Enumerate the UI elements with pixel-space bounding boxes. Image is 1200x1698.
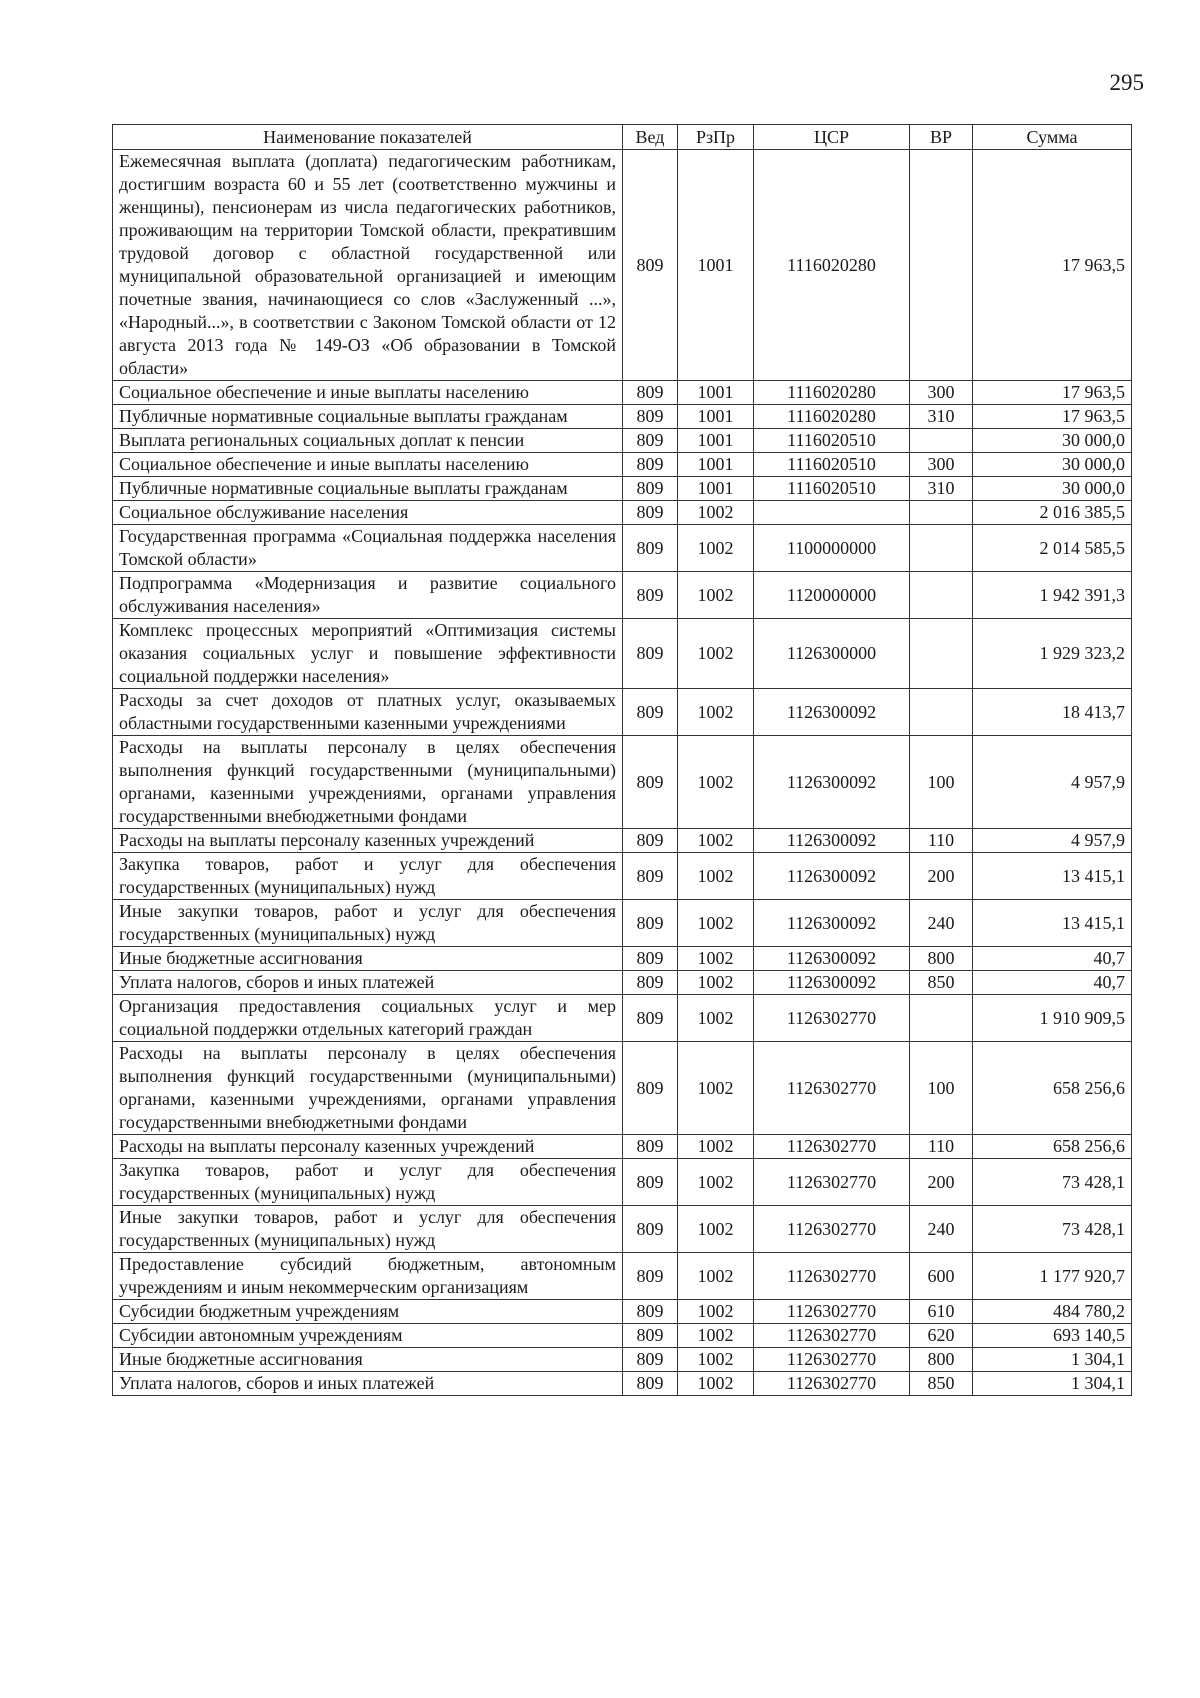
table-row — [113, 477, 1132, 501]
header-name: Наименование показателей — [113, 125, 623, 150]
table-row — [113, 501, 1132, 525]
cell-vr — [910, 501, 973, 525]
cell-ved: 809 — [623, 1159, 678, 1206]
cell-ved: 809 — [623, 453, 678, 477]
table-row — [113, 947, 1132, 971]
cell-name: Расходы на выплаты персоналу казенных учреждений — [113, 1135, 623, 1159]
cell-vr: 600 — [910, 1253, 973, 1300]
cell-name: Публичные нормативные социальные выплаты гражданам — [113, 405, 623, 429]
cell-ved: 809 — [623, 900, 678, 947]
cell-sum: 1 304,1 — [973, 1348, 1132, 1372]
table-row — [113, 1159, 1132, 1206]
cell-sum: 1 304,1 — [973, 1372, 1132, 1396]
cell-csr: 1116020510 — [754, 477, 910, 501]
cell-csr: 1126300092 — [754, 853, 910, 900]
cell-sum: 2 014 585,5 — [973, 525, 1132, 572]
table-row — [113, 150, 1132, 381]
cell-vr: 610 — [910, 1300, 973, 1324]
cell-csr: 1126302770 — [754, 1206, 910, 1253]
table-row — [113, 995, 1132, 1042]
cell-sum: 18 413,7 — [973, 689, 1132, 736]
cell-rzpr: 1001 — [678, 150, 754, 381]
cell-vr — [910, 689, 973, 736]
cell-rzpr: 1002 — [678, 853, 754, 900]
cell-sum: 2 016 385,5 — [973, 501, 1132, 525]
cell-csr: 1126300092 — [754, 736, 910, 829]
cell-ved: 809 — [623, 381, 678, 405]
cell-name: Иные закупки товаров, работ и услуг для обеспечения государственных (муниципальных) нужд — [113, 900, 623, 947]
cell-vr: 800 — [910, 947, 973, 971]
cell-ved: 809 — [623, 971, 678, 995]
cell-sum: 73 428,1 — [973, 1206, 1132, 1253]
cell-ved: 809 — [623, 501, 678, 525]
cell-vr: 240 — [910, 1206, 973, 1253]
cell-csr: 1116020280 — [754, 405, 910, 429]
cell-rzpr: 1002 — [678, 900, 754, 947]
cell-rzpr: 1002 — [678, 736, 754, 829]
cell-csr: 1126300092 — [754, 971, 910, 995]
cell-csr: 1126302770 — [754, 1372, 910, 1396]
cell-name: Ежемесячная выплата (доплата) педагогическим работникам, достигшим возраста 60 и 55 лет (соответственно мужчины и женщины), пенсионерам из числа педагогических работников, проживающим на территории Томской области, прекратившим трудовой договор с областной государственной или муниципальной образовательной организацией и имеющим почетные звания, начинающиеся со слов «Заслуженный ...», «Народный...», в соответствии с Законом Томской области от 12 августа 2013 года № 149-ОЗ «Об образовании в Томской области» — [113, 150, 623, 381]
cell-ved: 809 — [623, 995, 678, 1042]
cell-rzpr: 1002 — [678, 1300, 754, 1324]
table-row — [113, 572, 1132, 619]
cell-name: Комплекс процессных мероприятий «Оптимизация системы оказания социальных услуг и повышение эффективности социальной поддержки населения» — [113, 619, 623, 689]
table-body — [113, 150, 1132, 1396]
cell-name: Расходы на выплаты персоналу казенных учреждений — [113, 829, 623, 853]
header-csr: ЦСР — [754, 125, 910, 150]
cell-name: Уплата налогов, сборов и иных платежей — [113, 1372, 623, 1396]
cell-vr: 800 — [910, 1348, 973, 1372]
cell-name: Организация предоставления социальных услуг и мер социальной поддержки отдельных категорий граждан — [113, 995, 623, 1042]
cell-ved: 809 — [623, 150, 678, 381]
cell-csr: 1126300000 — [754, 619, 910, 689]
cell-vr: 300 — [910, 381, 973, 405]
table-row — [113, 429, 1132, 453]
cell-rzpr: 1002 — [678, 1159, 754, 1206]
cell-vr: 300 — [910, 453, 973, 477]
cell-csr: 1126302770 — [754, 1324, 910, 1348]
cell-rzpr: 1002 — [678, 1348, 754, 1372]
cell-ved: 809 — [623, 829, 678, 853]
page-number: 295 — [1109, 70, 1144, 95]
table-row — [113, 619, 1132, 689]
cell-csr: 1126302770 — [754, 1348, 910, 1372]
cell-csr: 1116020510 — [754, 429, 910, 453]
cell-vr: 200 — [910, 1159, 973, 1206]
cell-sum: 1 910 909,5 — [973, 995, 1132, 1042]
cell-csr: 1126302770 — [754, 1042, 910, 1135]
cell-name: Социальное обеспечение и иные выплаты населению — [113, 381, 623, 405]
table-row — [113, 1206, 1132, 1253]
cell-csr: 1126300092 — [754, 689, 910, 736]
cell-rzpr: 1002 — [678, 689, 754, 736]
cell-rzpr: 1002 — [678, 572, 754, 619]
cell-csr — [754, 501, 910, 525]
cell-ved: 809 — [623, 429, 678, 453]
cell-vr: 310 — [910, 405, 973, 429]
table-row — [113, 1324, 1132, 1348]
cell-rzpr: 1002 — [678, 1372, 754, 1396]
cell-name: Выплата региональных социальных доплат к пенсии — [113, 429, 623, 453]
cell-csr: 1116020510 — [754, 453, 910, 477]
cell-ved: 809 — [623, 572, 678, 619]
cell-ved: 809 — [623, 689, 678, 736]
cell-rzpr: 1001 — [678, 429, 754, 453]
cell-rzpr: 1001 — [678, 477, 754, 501]
cell-rzpr: 1001 — [678, 405, 754, 429]
cell-csr: 1126302770 — [754, 1253, 910, 1300]
cell-vr: 100 — [910, 1042, 973, 1135]
cell-name: Расходы на выплаты персоналу в целях обеспечения выполнения функций государственными (муниципальными) органами, казенными учреждениями, органами управления государственными внебюджетными фондами — [113, 1042, 623, 1135]
cell-ved: 809 — [623, 1135, 678, 1159]
cell-vr: 110 — [910, 1135, 973, 1159]
cell-vr — [910, 572, 973, 619]
cell-rzpr: 1002 — [678, 1135, 754, 1159]
cell-vr: 110 — [910, 829, 973, 853]
cell-sum: 658 256,6 — [973, 1042, 1132, 1135]
table-row — [113, 689, 1132, 736]
cell-rzpr: 1002 — [678, 1253, 754, 1300]
cell-name: Субсидии бюджетным учреждениям — [113, 1300, 623, 1324]
cell-sum: 4 957,9 — [973, 829, 1132, 853]
cell-ved: 809 — [623, 1042, 678, 1135]
cell-vr: 200 — [910, 853, 973, 900]
table-row — [113, 853, 1132, 900]
cell-rzpr: 1002 — [678, 501, 754, 525]
cell-rzpr: 1002 — [678, 1042, 754, 1135]
cell-sum: 1 177 920,7 — [973, 1253, 1132, 1300]
table-header-row — [113, 125, 1132, 150]
cell-name: Закупка товаров, работ и услуг для обеспечения государственных (муниципальных) нужд — [113, 853, 623, 900]
cell-ved: 809 — [623, 477, 678, 501]
cell-vr: 620 — [910, 1324, 973, 1348]
table-row — [113, 736, 1132, 829]
cell-sum: 484 780,2 — [973, 1300, 1132, 1324]
cell-ved: 809 — [623, 1324, 678, 1348]
cell-vr — [910, 525, 973, 572]
cell-csr: 1126300092 — [754, 947, 910, 971]
header-ved: Вед — [623, 125, 678, 150]
cell-name: Иные бюджетные ассигнования — [113, 947, 623, 971]
cell-csr: 1126302770 — [754, 1300, 910, 1324]
table-row — [113, 900, 1132, 947]
cell-sum: 13 415,1 — [973, 853, 1132, 900]
cell-rzpr: 1001 — [678, 453, 754, 477]
cell-vr — [910, 619, 973, 689]
table-row — [113, 1372, 1132, 1396]
cell-sum: 30 000,0 — [973, 453, 1132, 477]
cell-ved: 809 — [623, 619, 678, 689]
cell-sum: 40,7 — [973, 971, 1132, 995]
cell-rzpr: 1002 — [678, 947, 754, 971]
cell-csr: 1116020280 — [754, 150, 910, 381]
cell-sum: 40,7 — [973, 947, 1132, 971]
cell-sum: 30 000,0 — [973, 429, 1132, 453]
cell-ved: 809 — [623, 1348, 678, 1372]
table-row — [113, 971, 1132, 995]
cell-rzpr: 1002 — [678, 829, 754, 853]
cell-sum: 17 963,5 — [973, 405, 1132, 429]
table-row — [113, 1042, 1132, 1135]
header-rzpr: РзПр — [678, 125, 754, 150]
cell-vr: 240 — [910, 900, 973, 947]
cell-csr: 1126302770 — [754, 995, 910, 1042]
cell-ved: 809 — [623, 736, 678, 829]
table-row — [113, 381, 1132, 405]
cell-name: Подпрограмма «Модернизация и развитие социального обслуживания населения» — [113, 572, 623, 619]
cell-ved: 809 — [623, 1253, 678, 1300]
cell-vr: 850 — [910, 1372, 973, 1396]
cell-ved: 809 — [623, 525, 678, 572]
cell-rzpr: 1002 — [678, 1206, 754, 1253]
cell-rzpr: 1002 — [678, 619, 754, 689]
cell-rzpr: 1001 — [678, 381, 754, 405]
cell-csr: 1120000000 — [754, 572, 910, 619]
cell-sum: 693 140,5 — [973, 1324, 1132, 1348]
header-vr: ВР — [910, 125, 973, 150]
cell-csr: 1126302770 — [754, 1135, 910, 1159]
cell-sum: 17 963,5 — [973, 381, 1132, 405]
header-sum: Сумма — [973, 125, 1132, 150]
table-row — [113, 1348, 1132, 1372]
table-row — [113, 1135, 1132, 1159]
cell-rzpr: 1002 — [678, 1324, 754, 1348]
cell-ved: 809 — [623, 1206, 678, 1253]
table-row — [113, 453, 1132, 477]
cell-ved: 809 — [623, 1372, 678, 1396]
cell-name: Субсидии автономным учреждениям — [113, 1324, 623, 1348]
cell-csr: 1126302770 — [754, 1159, 910, 1206]
table-row — [113, 1300, 1132, 1324]
cell-rzpr: 1002 — [678, 971, 754, 995]
cell-sum: 1 942 391,3 — [973, 572, 1132, 619]
cell-name: Социальное обслуживание населения — [113, 501, 623, 525]
cell-vr: 310 — [910, 477, 973, 501]
cell-sum: 658 256,6 — [973, 1135, 1132, 1159]
cell-name: Предоставление субсидий бюджетным, автономным учреждениям и иным некоммерческим организациям — [113, 1253, 623, 1300]
cell-vr — [910, 995, 973, 1042]
cell-vr: 850 — [910, 971, 973, 995]
cell-sum: 30 000,0 — [973, 477, 1132, 501]
cell-ved: 809 — [623, 853, 678, 900]
cell-sum: 4 957,9 — [973, 736, 1132, 829]
cell-sum: 17 963,5 — [973, 150, 1132, 381]
cell-csr: 1100000000 — [754, 525, 910, 572]
cell-csr: 1116020280 — [754, 381, 910, 405]
cell-name: Социальное обеспечение и иные выплаты населению — [113, 453, 623, 477]
cell-ved: 809 — [623, 405, 678, 429]
cell-sum: 73 428,1 — [973, 1159, 1132, 1206]
cell-name: Закупка товаров, работ и услуг для обеспечения государственных (муниципальных) нужд — [113, 1159, 623, 1206]
cell-sum: 13 415,1 — [973, 900, 1132, 947]
table-row — [113, 405, 1132, 429]
cell-rzpr: 1002 — [678, 525, 754, 572]
cell-name: Государственная программа «Социальная поддержка населения Томской области» — [113, 525, 623, 572]
cell-csr: 1126300092 — [754, 829, 910, 853]
cell-name: Уплата налогов, сборов и иных платежей — [113, 971, 623, 995]
cell-name: Расходы за счет доходов от платных услуг, оказываемых областными государственными казенными учреждениями — [113, 689, 623, 736]
cell-rzpr: 1002 — [678, 995, 754, 1042]
cell-csr: 1126300092 — [754, 900, 910, 947]
table-row — [113, 1253, 1132, 1300]
cell-sum: 1 929 323,2 — [973, 619, 1132, 689]
cell-name: Иные бюджетные ассигнования — [113, 1348, 623, 1372]
budget-table — [112, 124, 1132, 1396]
cell-ved: 809 — [623, 947, 678, 971]
cell-vr: 100 — [910, 736, 973, 829]
cell-name: Иные закупки товаров, работ и услуг для обеспечения государственных (муниципальных) нужд — [113, 1206, 623, 1253]
cell-ved: 809 — [623, 1300, 678, 1324]
cell-vr — [910, 150, 973, 381]
cell-name: Расходы на выплаты персоналу в целях обеспечения выполнения функций государственными (муниципальными) органами, казенными учреждениями, органами управления государственными внебюджетными фондами — [113, 736, 623, 829]
cell-name: Публичные нормативные социальные выплаты гражданам — [113, 477, 623, 501]
table-row — [113, 829, 1132, 853]
table-row — [113, 525, 1132, 572]
cell-vr — [910, 429, 973, 453]
